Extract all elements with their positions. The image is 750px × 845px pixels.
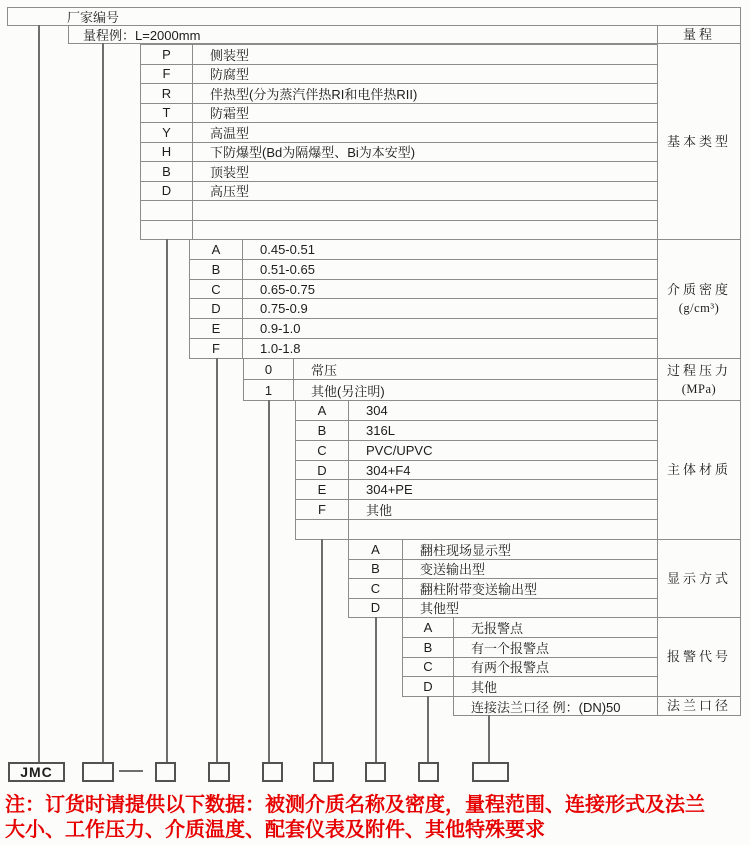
desc-cell: 316L <box>366 422 395 438</box>
code-cell: C <box>190 280 243 299</box>
section-label-basic-type: 基本类型 <box>657 43 741 240</box>
desc-cell: 其他 <box>366 503 393 519</box>
table-row <box>403 618 657 638</box>
table-row <box>244 380 657 400</box>
code-cell: E <box>190 319 243 338</box>
desc-cell: 0.75-0.9 <box>260 301 308 317</box>
desc-cell: 无报警点 <box>471 620 524 636</box>
section-label-range: 量程 <box>657 25 741 44</box>
table-row <box>349 560 657 580</box>
table-row <box>190 339 657 358</box>
code-cell: 1 <box>244 380 294 400</box>
model-prefix-box: JMC <box>8 762 65 782</box>
desc-cell: 高温型 <box>210 125 250 141</box>
desc-cell: 0.9-1.0 <box>260 321 301 337</box>
table-row <box>141 65 657 85</box>
code-cell: E <box>296 480 349 499</box>
connector-flange-size <box>488 715 490 763</box>
connector-range <box>102 43 104 763</box>
desc-cell: 304+PE <box>366 482 413 498</box>
desc-cell: 顶装型 <box>210 164 250 180</box>
section-basic-type-table <box>140 44 658 240</box>
code-cell <box>296 520 349 539</box>
table-row <box>190 240 657 260</box>
desc-cell: 0.45-0.51 <box>260 241 315 257</box>
table-row <box>296 520 657 539</box>
table-row <box>141 182 657 202</box>
desc-cell: 高压型 <box>210 184 250 200</box>
code-cell: D <box>141 182 193 201</box>
model-box-body-material <box>313 762 334 782</box>
section-label-flange-size: 法兰口径 <box>657 696 741 716</box>
code-cell: B <box>141 162 193 181</box>
section-process-pressure-table <box>243 358 658 401</box>
table-row <box>141 84 657 104</box>
code-cell <box>141 221 193 240</box>
section-flange-size-table <box>453 696 658 716</box>
section-alarm-code-table <box>402 617 658 697</box>
factory-code-cell <box>7 7 741 26</box>
desc-cell: 变送输出型 <box>420 562 486 578</box>
desc-cell: 304+F4 <box>366 462 411 478</box>
code-cell <box>141 201 193 220</box>
desc-cell: 翻柱附带变送输出型 <box>420 581 538 597</box>
code-cell: D <box>349 599 403 618</box>
desc-cell: 翻柱现场显示型 <box>420 542 512 558</box>
connector-alarm-code <box>427 696 429 763</box>
connector-display-mode <box>375 617 377 763</box>
table-row <box>349 579 657 599</box>
table-row <box>190 299 657 319</box>
table-row <box>141 104 657 124</box>
desc-cell: 有一个报警点 <box>471 640 550 656</box>
table-row <box>349 540 657 560</box>
code-cell: B <box>296 421 349 440</box>
model-box-alarm-code <box>418 762 439 782</box>
desc-cell: 连接法兰口径 例：(DN)50 <box>471 699 621 715</box>
table-row <box>296 421 657 441</box>
table-row <box>454 697 657 715</box>
table-row <box>296 441 657 461</box>
section-label-process-pressure: 过程压力 (MPa) <box>657 358 741 401</box>
desc-cell: 下防爆型(Bd为隔爆型、Bi为本安型) <box>210 145 416 161</box>
code-cell: B <box>190 260 243 279</box>
section-label-media-density: 介质密度 (g/cm³) <box>657 239 741 359</box>
desc-cell: 防霜型 <box>210 106 250 122</box>
desc-cell: 常压 <box>311 362 338 378</box>
section-display-mode-table <box>348 539 658 618</box>
range-example-cell <box>68 25 658 44</box>
desc-cell: 其他(另注明) <box>311 383 385 399</box>
desc-cell <box>349 520 657 539</box>
factory-code-text: 厂家编号 <box>67 10 120 25</box>
desc-cell: 其他型 <box>420 601 460 617</box>
table-row <box>403 658 657 678</box>
model-box-flange-size <box>472 762 509 782</box>
desc-cell: 侧装型 <box>210 47 250 63</box>
connector-basic-type <box>166 239 168 763</box>
section-media-density-table <box>189 239 658 359</box>
model-box-range <box>82 762 114 782</box>
section-label-body-material: 主体材质 <box>657 400 741 540</box>
table-row <box>244 359 657 380</box>
range-example-text: 量程例：L=2000mm <box>83 28 201 43</box>
code-cell: C <box>403 658 454 677</box>
table-row <box>141 221 657 240</box>
table-row <box>296 480 657 500</box>
desc-cell <box>193 221 657 240</box>
code-cell: D <box>403 677 454 696</box>
desc-cell: 0.65-0.75 <box>260 281 315 297</box>
desc-cell: 1.0-1.8 <box>260 341 301 357</box>
desc-cell: 防腐型 <box>210 67 250 83</box>
table-row <box>296 500 657 520</box>
desc-cell: 伴热型(分为蒸汽伴热RI和电伴热RII) <box>210 86 418 102</box>
table-row <box>141 162 657 182</box>
table-row <box>190 319 657 339</box>
table-row <box>141 45 657 65</box>
desc-cell: 其他 <box>471 680 498 696</box>
code-cell: D <box>296 461 349 480</box>
section-label-alarm-code: 报警代号 <box>657 617 741 697</box>
table-row <box>403 677 657 696</box>
desc-cell <box>193 201 657 220</box>
model-box-process-pressure <box>262 762 283 782</box>
code-cell: A <box>349 540 403 559</box>
desc-cell: PVC/UPVC <box>366 442 433 458</box>
section-label-display-mode: 显示方式 <box>657 539 741 618</box>
table-row <box>296 401 657 421</box>
ordering-note <box>5 793 747 843</box>
model-box-basic-type <box>155 762 176 782</box>
code-cell: B <box>403 638 454 657</box>
model-separator-dash <box>119 770 143 772</box>
connector-process-pressure <box>268 400 270 763</box>
connector-body-material <box>321 539 323 763</box>
code-cell: R <box>141 84 193 103</box>
connector-factory-code <box>38 25 40 763</box>
ordering-note-line1: 注：订货时请提供以下数据：被测介质名称及密度，量程范围、连接形式及法兰 <box>5 794 705 816</box>
desc-cell: 有两个报警点 <box>471 660 550 676</box>
ordering-note-line2: 大小、工作压力、介质温度、配套仪表及附件、其他特殊要求 <box>5 819 545 841</box>
code-cell: Y <box>141 123 193 142</box>
desc-cell: 304 <box>366 402 388 418</box>
table-row <box>141 201 657 221</box>
connector-media-density <box>216 358 218 763</box>
code-cell: F <box>190 339 243 358</box>
code-cell: P <box>141 45 193 64</box>
table-row <box>190 280 657 300</box>
model-box-display-mode <box>365 762 386 782</box>
model-box-media-density <box>208 762 230 782</box>
code-cell: A <box>296 401 349 420</box>
table-row <box>349 599 657 618</box>
code-cell: A <box>403 618 454 637</box>
table-row <box>190 260 657 280</box>
code-cell: C <box>296 441 349 460</box>
table-row <box>141 123 657 143</box>
code-cell: A <box>190 240 243 259</box>
code-cell: C <box>349 579 403 598</box>
table-row <box>403 638 657 658</box>
section-body-material-table <box>295 400 658 540</box>
table-row <box>296 461 657 481</box>
code-cell: F <box>296 500 349 519</box>
code-cell: 0 <box>244 359 294 379</box>
code-cell: T <box>141 104 193 123</box>
code-cell: B <box>349 560 403 579</box>
desc-cell: 0.51-0.65 <box>260 261 315 277</box>
code-cell: D <box>190 299 243 318</box>
code-cell: H <box>141 143 193 162</box>
table-row <box>141 143 657 163</box>
code-cell: F <box>141 65 193 84</box>
